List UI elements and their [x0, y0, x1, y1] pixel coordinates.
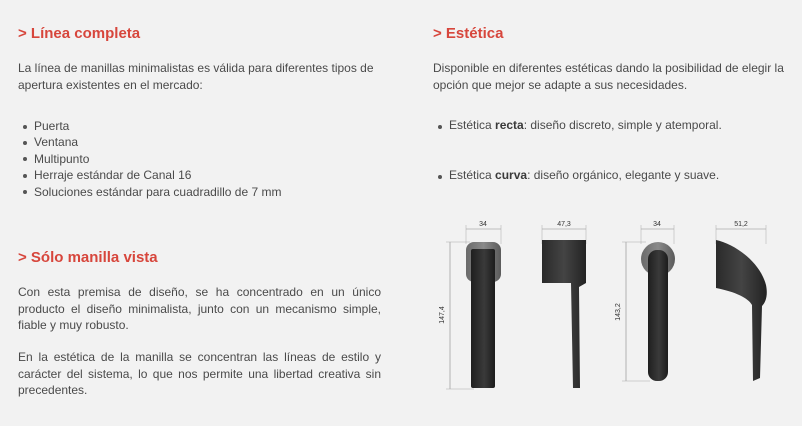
- list-item: Multipunto: [18, 151, 281, 167]
- estetica-curva-prefix: Estética: [449, 168, 496, 182]
- estetica-recta-suffix: : diseño discreto, simple y atemporal.: [523, 118, 722, 132]
- recta-side-width-label: 47,3: [557, 221, 571, 228]
- list-item: Herraje estándar de Canal 16: [18, 167, 281, 183]
- estetica-curva-item: [433, 168, 719, 182]
- handle-lever-side: [542, 240, 586, 388]
- estetica-recta-bold: recta: [495, 118, 524, 132]
- handle-lever: [648, 250, 668, 381]
- recta-front-width-label: 34: [479, 221, 487, 228]
- curva-side-width-label: 51,2: [734, 221, 748, 228]
- list-item: Puerta: [18, 118, 281, 134]
- handle-lever-side: [716, 240, 767, 381]
- list-item: Ventana: [18, 134, 281, 150]
- linea-completa-intro: La línea de manillas minimalistas es válida para diferentes tipos de apertura existentes en el mercado:: [18, 61, 374, 92]
- list-item: Soluciones estándar para cuadradillo de 7 mm: [18, 184, 281, 200]
- estetica-heading: > Estética: [433, 25, 504, 42]
- handle-rose: [641, 242, 675, 276]
- curva-side-view: [716, 221, 767, 381]
- solo-manilla-paragraph-2: En la estética de la manilla se concentran las líneas de estilo y carácter del sistema, lo que nos permite una libertad creativa sin precedentes.: [18, 350, 381, 397]
- handle-lever: [471, 249, 495, 388]
- linea-completa-heading: > Línea completa: [18, 25, 141, 42]
- estetica-recta-item: [433, 118, 722, 132]
- solo-manilla-heading: > Sólo manilla vista: [18, 249, 158, 266]
- curva-front-view: [615, 221, 675, 381]
- estetica-recta-prefix: Estética: [449, 118, 496, 132]
- curva-height-label: 143,2: [615, 303, 622, 321]
- handle-rose: [466, 242, 501, 282]
- solo-manilla-paragraph-1: Con esta premisa de diseño, se ha concentrado en un único producto el diseño minimalista, junto con un mecanismo simple, fiable y muy robusto.: [18, 285, 381, 332]
- estetica-curva-bold: curva: [495, 168, 528, 182]
- opening-types-list: [18, 118, 281, 200]
- curva-front-width-label: 34: [653, 221, 661, 228]
- estetica-curva-suffix: : diseño orgánico, elegante y suave.: [527, 168, 720, 182]
- recta-side-view: [542, 221, 586, 388]
- recta-front-view: [439, 221, 501, 389]
- recta-height-label: 147,4: [439, 306, 446, 324]
- estetica-intro: Disponible en diferentes estéticas dando la posibilidad de elegir la opción que mejor se adapte a sus necesidades.: [433, 61, 784, 92]
